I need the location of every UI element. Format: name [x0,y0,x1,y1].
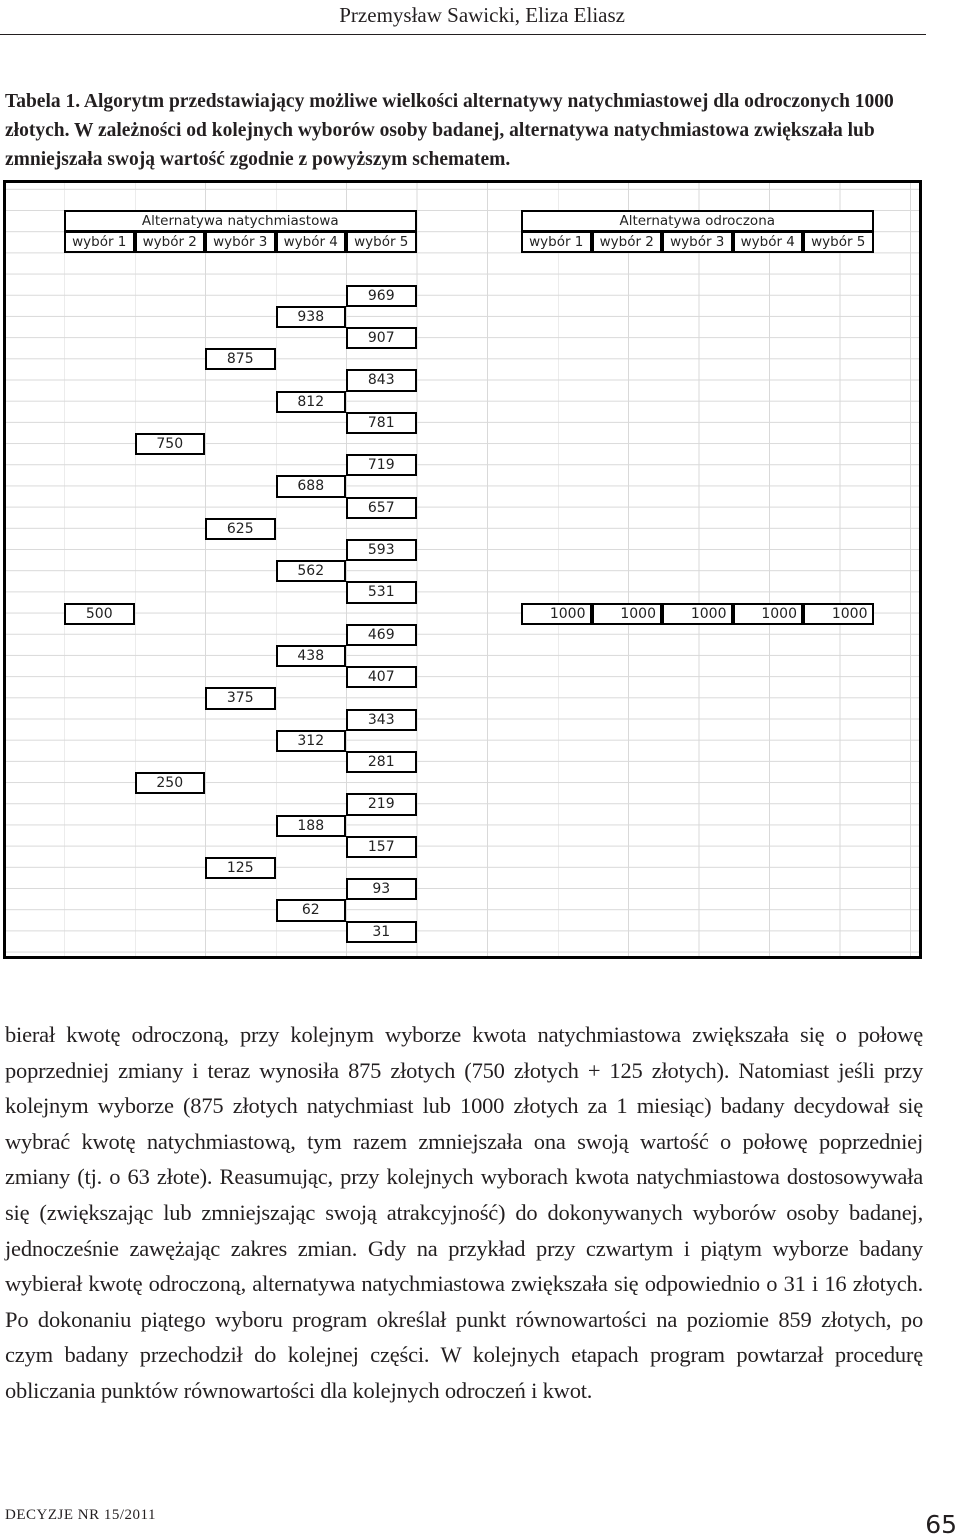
immediate-amount-cell: 812 [276,391,347,413]
delayed-choice-header: wybór 3 [662,231,733,253]
immediate-amount-cell: 62 [276,899,347,921]
immediate-amount-cell: 281 [346,751,417,773]
immediate-amount-cell: 657 [346,497,417,519]
immediate-amount-cell: 875 [205,348,276,370]
header-rule [0,34,926,35]
immediate-amount-cell: 969 [346,285,417,307]
immediate-amount-cell: 250 [135,772,206,794]
immediate-choice-header: wybór 4 [276,231,347,253]
immediate-choice-header: wybór 3 [205,231,276,253]
delayed-choice-header: wybór 5 [803,231,874,253]
immediate-choice-header: wybór 1 [64,231,135,253]
immediate-choice-header: wybór 2 [135,231,206,253]
delayed-amount-cell: 1000 [592,603,663,625]
journal-footer: DECYZJE NR 15/2011 [5,1507,156,1523]
algorithm-figure [3,180,922,959]
body-paragraph: bierał kwotę odroczoną, przy kolejnym wyborze kwota natychmiastowa zwiększała się o połowę poprzedniej zmiany i teraz wynosiła 875 złotych (750 złotych + 125 złotych). Natomiast jeśli przy kolejnym wyborze (875 złotych natychmiast lub 1000 złotych za 1 miesiąc) badany decydował się wybrać kwotę natychmiastową, tym razem zmniejszała ona swoją wartość o połowę poprzedniej zmiany (tj. o 63 złote). Reasumując, przy kolejnych wyborach kwota natychmiastowa dostosowywała się (zwiększając lub zmniejszając swoją atrakcyjność) do dokonywanych wyborów osoby badanej, jednocześnie zawężając zakres zmian. Gdy na przykład przy czwartym i piątym wyborze badany wybierał kwotę odroczoną, alternatywa natychmiastowa zwiększała się odpowiednio o 31 i 16 złotych. Po dokonaniu piątego wyboru program określał punkt równowartości na poziomie 859 złotych, po czym badany przechodził do kolejnej części. W kolejnych etapach program powtarzał procedurę obliczania punktów równowartości dla kolejnych odroczeń i kwot. [5,1022,923,1403]
immediate-amount-cell: 31 [346,921,417,943]
immediate-amount-cell: 938 [276,306,347,328]
immediate-amount-cell: 375 [205,687,276,709]
immediate-amount-cell: 562 [276,560,347,582]
delayed-amount-cell: 1000 [662,603,733,625]
table-caption: Tabela 1. Algorytm przedstawiający możliwe wielkości alternatywy natychmiastowej dla odroczonych 1000 złotych. W zależności od kolejnych wyborów osoby badanej, alternatywa natychmiastowa zwiększała lub zmniejszała swoją wartość zgodnie z powyższym schematem. [5,91,894,170]
immediate-amount-cell: 781 [346,412,417,434]
immediate-amount-cell: 719 [346,454,417,476]
delayed-choice-header: wybór 4 [733,231,804,253]
immediate-amount-cell: 750 [135,433,206,455]
running-head: Przemysław Sawicki, Eliza Eliasz [339,3,625,27]
delayed-amount-cell: 1000 [521,603,592,625]
immediate-amount-cell: 688 [276,475,347,497]
immediate-amount-cell: 531 [346,581,417,603]
delayed-alternative-title: Alternatywa odroczona [521,210,874,232]
immediate-amount-cell: 907 [346,327,417,349]
immediate-amount-cell: 219 [346,793,417,815]
immediate-choice-header: wybór 5 [346,231,417,253]
immediate-alternative-title: Alternatywa natychmiastowa [64,210,417,232]
delayed-choice-header: wybór 1 [521,231,592,253]
immediate-amount-cell: 188 [276,815,347,837]
delayed-amount-cell: 1000 [803,603,874,625]
page-number: 65 [925,1510,957,1539]
immediate-amount-cell: 125 [205,857,276,879]
immediate-amount-cell: 343 [346,709,417,731]
delayed-choice-header: wybór 2 [592,231,663,253]
delayed-amount-cell: 1000 [733,603,804,625]
immediate-amount-cell: 469 [346,624,417,646]
immediate-amount-cell: 438 [276,645,347,667]
immediate-amount-cell: 157 [346,836,417,858]
immediate-amount-cell: 407 [346,666,417,688]
immediate-amount-cell: 93 [346,878,417,900]
immediate-amount-cell: 843 [346,369,417,391]
immediate-amount-cell: 625 [205,518,276,540]
immediate-amount-cell: 500 [64,603,135,625]
immediate-amount-cell: 593 [346,539,417,561]
immediate-amount-cell: 312 [276,730,347,752]
